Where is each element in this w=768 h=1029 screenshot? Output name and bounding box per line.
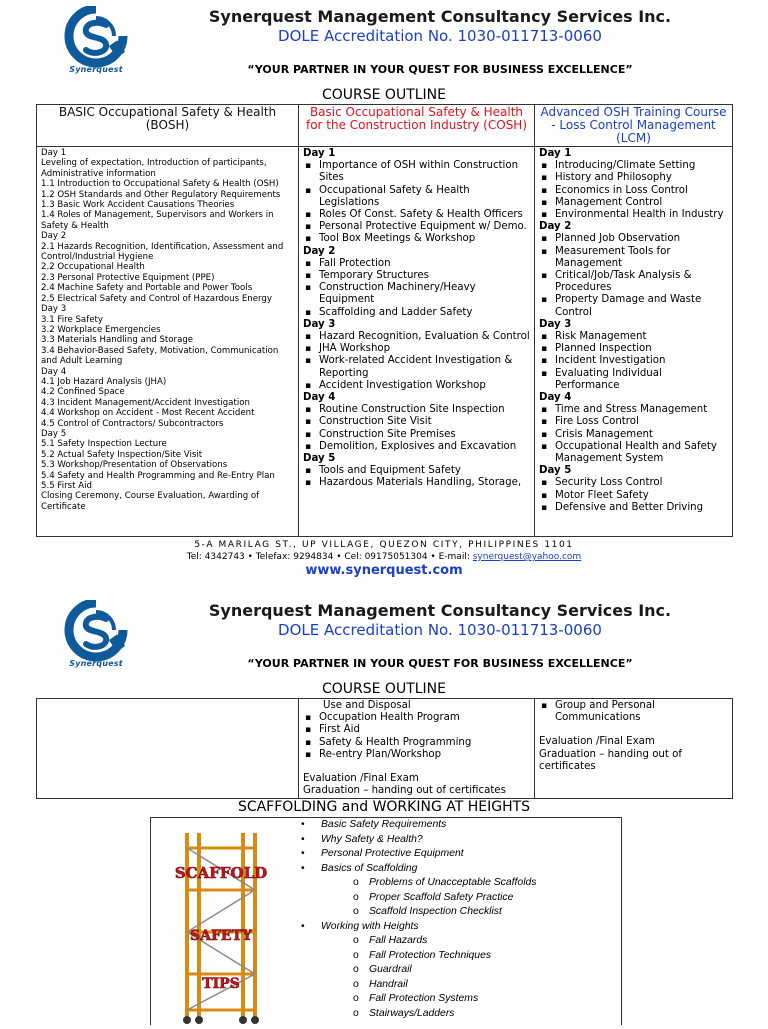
dole-accreditation: DOLE Accreditation No. 1030-011713-0060	[278, 621, 602, 639]
lcm-topic: ▪ Risk Management	[555, 331, 728, 343]
dole-accreditation: DOLE Accreditation No. 1030-011713-0060	[278, 27, 602, 45]
bosh-day-heading: Day 2	[41, 231, 67, 242]
scaffolding-topics	[297, 818, 615, 1021]
scaffold-subtopic: o Scaffold Inspection Checklist	[297, 905, 615, 920]
scaffold-topic: • Why Safety & Health?	[297, 833, 615, 848]
scaffold-topic: • Basic Safety Requirements	[297, 818, 615, 833]
lcm-eval: Evaluation /Final Exam	[539, 736, 655, 748]
logo-mark-icon	[56, 6, 136, 68]
bosh-day-heading: Day 5	[41, 428, 67, 439]
email-link[interactable]: synerquest@yahoo.com	[472, 552, 582, 562]
bosh-topic: 2.5 Electrical Safety and Control of Hazardous Energy	[41, 293, 272, 304]
bosh-topic: 1.4 Roles of Management, Supervisors and Workers in Safety & Health	[41, 210, 274, 231]
logo-mark-icon	[56, 600, 136, 662]
cosh-topic: ▪ Re-entry Plan/Workshop	[319, 749, 530, 761]
lcm-topic: ▪ Motor Fleet Safety	[555, 490, 728, 502]
cosh-column	[299, 147, 535, 537]
course-outline-title: COURSE OUTLINE	[321, 681, 447, 697]
lcm-day-list	[539, 160, 728, 221]
lcm-grad: Graduation – handing out of certificates	[539, 748, 682, 772]
scaffold-illustration-icon	[157, 828, 285, 1025]
lcm-day-list	[539, 404, 728, 465]
lcm-topic: ▪ Environmental Health in Industry	[555, 209, 728, 221]
bosh-topic: 1.2 OSH Standards and Other Regulatory Requirements	[41, 189, 281, 200]
bosh-topic: 1.3 Basic Work Accident Causations Theories	[41, 200, 235, 211]
bosh-topic: 3.1 Fire Safety	[41, 314, 103, 325]
scaffolding-box	[150, 817, 622, 1025]
lcm-day-list	[539, 331, 728, 392]
image-word-tips: TIPS	[202, 976, 240, 992]
scaffold-subtopic: o Fall Protection Techniques	[297, 949, 615, 964]
cosh-day-list	[303, 404, 530, 453]
lcm-continued-list	[539, 700, 728, 724]
cosh-column-continued	[299, 699, 535, 799]
lcm-topic: ▪ Crisis Management	[555, 429, 728, 441]
scaffold-subtopic: o Proper Scaffold Safety Practice	[297, 891, 615, 906]
scaffold-subtopic: o Handrail	[297, 978, 615, 993]
cosh-topic: ▪ Tool Box Meetings & Workshop	[319, 233, 530, 245]
bosh-day-heading: Day 3	[41, 304, 67, 315]
company-motto: “YOUR PARTNER IN YOUR QUEST FOR BUSINESS EXCELLENCE”	[247, 63, 633, 76]
scaffold-subtopic: o Fall Hazards	[297, 934, 615, 949]
bosh-day-heading: Day 1	[41, 148, 67, 158]
cosh-topic: ▪ Tools and Equipment Safety	[319, 465, 530, 477]
cosh-topic: ▪ Occupational Safety & Health Legislations	[319, 185, 530, 209]
bosh-day-heading: Day 4	[41, 366, 67, 377]
lcm-topic: ▪ Evaluating Individual Performance	[555, 368, 728, 392]
cosh-topic: ▪ Accident Investigation Workshop	[319, 380, 530, 392]
cosh-continued-list	[303, 712, 530, 761]
scaffold-subtopic: o Problems of Unacceptable Scaffolds	[297, 876, 615, 891]
lcm-column-continued	[535, 699, 733, 799]
bosh-topic: 3.4 Behavior-Based Safety, Motivation, Communication and Adult Learning	[41, 345, 279, 367]
scaffold-topic: • Working with Heights	[297, 920, 615, 935]
lcm-topic: ▪ Introducing/Climate Setting	[555, 160, 728, 172]
lcm-topic: ▪ Time and Stress Management	[555, 404, 728, 416]
lcm-topic: ▪ Planned Inspection	[555, 343, 728, 355]
bosh-topic: Leveling of expectation, Introduction of participants, Administrative information	[41, 158, 267, 179]
course-outline-table	[36, 104, 733, 537]
bosh-topic: 4.4 Workshop on Accident - Most Recent Accident	[41, 408, 255, 419]
cosh-topic: ▪ Hazardous Materials Handling, Storage,	[319, 477, 530, 489]
footer-address: 5-A MARILAG ST., UP VILLAGE, QUEZON CITY, PHILIPPINES 1101	[194, 540, 574, 550]
bosh-topic: 3.2 Workplace Emergencies	[41, 324, 161, 335]
bosh-topic: 2.3 Personal Protective Equipment (PPE)	[41, 272, 215, 283]
bosh-topic: 4.2 Confined Space	[41, 387, 125, 398]
cosh-day-heading: Day 3	[303, 318, 336, 330]
lcm-day-list	[539, 477, 728, 514]
bosh-topic: 1.1 Introduction to Occupational Safety & Health (OSH)	[41, 179, 279, 190]
cosh-topic: ▪ Importance of OSH within Construction Sites	[319, 160, 530, 184]
bosh-topic: 4.5 Control of Contractors/ Subcontractors	[41, 418, 224, 429]
cosh-topic: ▪ Temporary Structures	[319, 270, 530, 282]
scaffold-topic: • Basics of Scaffolding	[297, 862, 615, 877]
lcm-topic: ▪ Incident Investigation	[555, 355, 728, 367]
cosh-day-heading: Day 5	[303, 453, 336, 465]
company-name: Synerquest Management Consultancy Services Inc.	[208, 7, 672, 26]
logo-text: Synerquest	[69, 65, 123, 74]
cosh-continued-first-line: Use and Disposal	[323, 700, 411, 711]
bosh-topic: 5.2 Actual Safety Inspection/Site Visit	[41, 449, 203, 460]
bosh-topic: 5.3 Workshop/Presentation of Observations	[41, 460, 228, 471]
bosh-topic: 5.4 Safety and Health Programming and Re-Entry Plan	[41, 470, 275, 481]
lcm-topic: ▪ Critical/Job/Task Analysis & Procedures	[555, 270, 728, 294]
synerquest-logo	[56, 6, 136, 82]
cosh-topic: ▪ Fall Protection	[319, 258, 530, 270]
image-word-safety: SAFETY	[190, 928, 252, 944]
cosh-topic: ▪ Routine Construction Site Inspection	[319, 404, 530, 416]
cosh-topic: ▪ JHA Workshop	[319, 343, 530, 355]
cosh-topic: ▪ Scaffolding and Ladder Safety	[319, 307, 530, 319]
lcm-topic: ▪ Economics in Loss Control	[555, 185, 728, 197]
bosh-topic: 2.1 Hazards Recognition, Identification, Assessment and Control/Industrial Hygiene	[41, 241, 284, 263]
lcm-topic: ▪ History and Philosophy	[555, 172, 728, 184]
image-word-scaffold: SCAFFOLD	[174, 864, 268, 882]
scaffolding-section-title: SCAFFOLDING and WORKING AT HEIGHTS	[237, 799, 531, 815]
lcm-topic: ▪ Planned Job Observation	[555, 233, 728, 245]
scaffold-safety-tips-image	[157, 828, 285, 1025]
scaffold-subtopic: o Stairways/Ladders	[297, 1007, 615, 1022]
bosh-column	[37, 147, 299, 537]
cosh-day-heading: Day 4	[303, 392, 336, 404]
footer-contact	[36, 552, 732, 562]
course-outline-table-continued	[36, 698, 733, 799]
lcm-day-heading: Day 2	[539, 221, 572, 233]
lcm-topic: ▪ Measurement Tools for Management	[555, 246, 728, 270]
bosh-topic: 5.5 First Aid	[41, 481, 92, 491]
scaffold-subtopic: o Fall Protection Systems	[297, 992, 615, 1007]
scaffold-subtopic: o Guardrail	[297, 963, 615, 978]
lcm-topic: ▪ Occupational Health and Safety Management System	[555, 441, 728, 465]
cosh-day-list	[303, 331, 530, 392]
cosh-topic: ▪ Demolition, Explosives and Excavation	[319, 441, 530, 453]
bosh-topic: 2.4 Machine Safety and Portable and Power Tools	[41, 283, 253, 294]
cosh-topic: ▪ Construction Site Premises	[319, 429, 530, 441]
header-bosh: BASIC Occupational Safety & Health (BOSH)	[37, 105, 299, 147]
cosh-topic: ▪ First Aid	[319, 724, 530, 736]
lcm-topic: ▪ Fire Loss Control	[555, 416, 728, 428]
bosh-column-empty	[37, 699, 299, 799]
cosh-topic: ▪ Construction Machinery/Heavy Equipment	[319, 282, 530, 306]
header-lcm: Advanced OSH Training Course - Loss Control Management (LCM)	[535, 105, 733, 147]
cosh-topic: ▪ Personal Protective Equipment w/ Demo.	[319, 221, 530, 233]
cosh-topic: ▪ Construction Site Visit	[319, 416, 530, 428]
synerquest-logo	[56, 600, 136, 676]
footer-phone: Tel: 4342743 • Telefax: 9294834 • Cel: 09175051304 • E-mail:	[186, 552, 470, 562]
lcm-day-list	[539, 233, 728, 318]
cosh-day-heading: Day 1	[303, 148, 336, 159]
cosh-topic: ▪ Occupation Health Program	[319, 712, 530, 724]
cosh-topic: ▪ Safety & Health Programming	[319, 737, 530, 749]
lcm-day-heading: Day 1	[539, 148, 572, 159]
website-link[interactable]: www.synerquest.com	[305, 563, 463, 578]
lcm-topic: ▪ Property Damage and Waste Control	[555, 294, 728, 318]
header-cosh: Basic Occupational Safety & Health for the Construction Industry (COSH)	[299, 105, 535, 147]
lcm-topic: ▪ Defensive and Better Driving	[555, 502, 728, 514]
scaffold-topic: • Personal Protective Equipment	[297, 847, 615, 862]
logo-text: Synerquest	[69, 659, 123, 668]
lcm-day-heading: Day 3	[539, 318, 572, 330]
cosh-day-list	[303, 258, 530, 319]
cosh-topic: ▪ Work-related Accident Investigation & Reporting	[319, 355, 530, 379]
lcm-topic: ▪ Group and Personal Communications	[555, 700, 728, 724]
cosh-eval: Evaluation /Final Exam	[303, 773, 419, 785]
cosh-topic: ▪ Roles Of Const. Safety & Health Officers	[319, 209, 530, 221]
company-name: Synerquest Management Consultancy Services Inc.	[208, 601, 672, 620]
bosh-topic: 4.3 Incident Management/Accident Investigation	[41, 397, 250, 408]
cosh-day-heading: Day 2	[303, 245, 336, 257]
lcm-topic: ▪ Security Loss Control	[555, 477, 728, 489]
lcm-day-heading: Day 5	[539, 465, 572, 477]
lcm-day-heading: Day 4	[539, 392, 572, 404]
cosh-grad: Graduation – handing out of certificates	[303, 785, 506, 797]
cosh-day-list	[303, 465, 530, 489]
bosh-topic: 3.3 Materials Handling and Storage	[41, 335, 194, 346]
bosh-topic: 5.1 Safety Inspection Lecture	[41, 439, 167, 450]
cosh-day-list	[303, 160, 530, 245]
course-outline-title: COURSE OUTLINE	[321, 87, 447, 103]
bosh-topic: Closing Ceremony, Course Evaluation, Awarding of Certificate	[41, 491, 260, 512]
company-motto: “YOUR PARTNER IN YOUR QUEST FOR BUSINESS EXCELLENCE”	[247, 657, 633, 670]
cosh-topic: ▪ Hazard Recognition, Evaluation & Control	[319, 331, 530, 343]
lcm-column	[535, 147, 733, 537]
bosh-topic: 2.2 Occupational Health	[41, 262, 145, 273]
bosh-topic: 4.1 Job Hazard Analysis (JHA)	[41, 376, 167, 387]
lcm-topic: ▪ Management Control	[555, 197, 728, 209]
